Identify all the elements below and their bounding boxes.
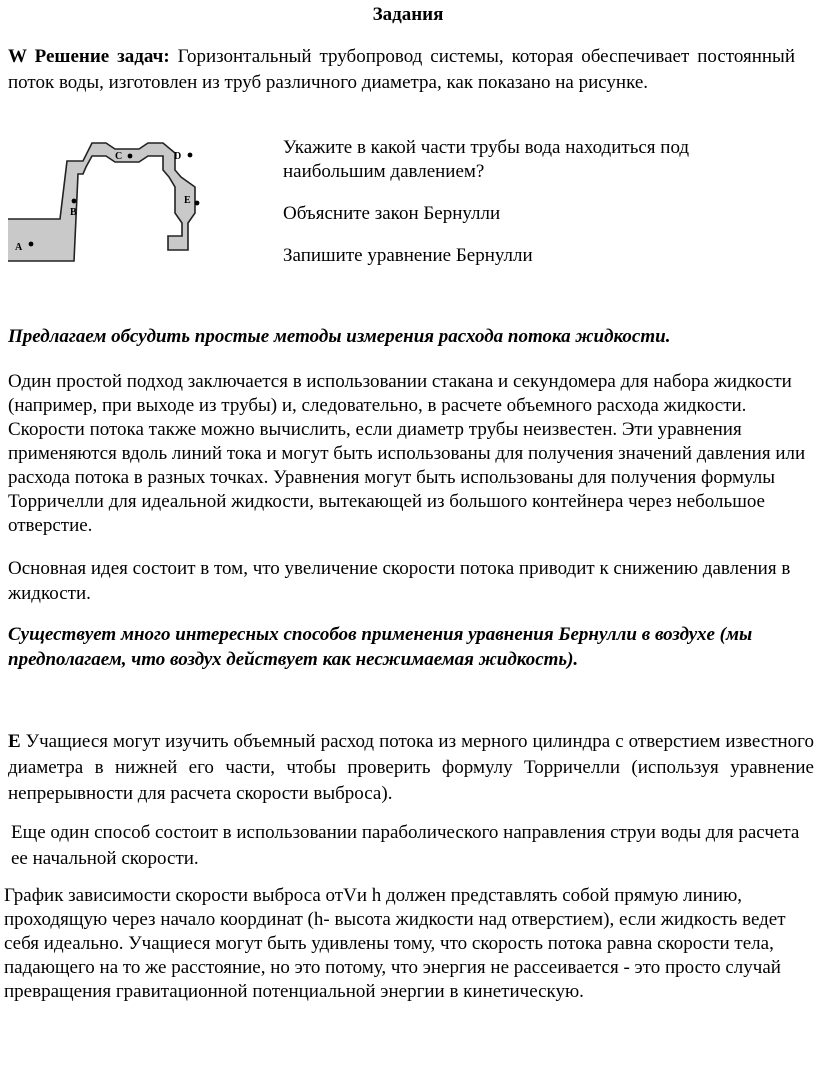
body-paragraph: [8, 729, 814, 807]
point-a-dot: [29, 242, 34, 247]
body-paragraph: График зависимости скорости выброса отVи h должен представлять собой прямую линию, проходящую через начало координат (h- высота жидкости над отверстием), если жидкость ведет себя идеально. Учащиеся могут быть удивлены тому, что скорость потока равна скорости тела, падающего на то же расстояние, но это потому, что энергия не рассеивается - это просто случай превращения гравитационной потенциальной энергии в кинетическую.: [4, 885, 786, 1002]
task-label: W Решение задач:: [8, 46, 170, 67]
paragraph-text: Учащиеся могут изучить объемный расход потока из мерного цилиндра с отверстием известного диаметра в нижней его части, чтобы проверить формулу Торричелли (используя уравнение непрерывности для расчета скорости выброса).: [8, 731, 814, 804]
pipe-shape: [8, 143, 195, 261]
point-b-label: B: [70, 207, 77, 218]
pipe-diagram: [8, 133, 230, 283]
section-heading: Предлагаем обсудить простые методы измерения расхода потока жидкости.: [8, 326, 671, 347]
point-a-label: A: [15, 242, 23, 253]
question-item: Запишите уравнение Бернулли: [283, 245, 533, 266]
question-item: Объясните закон Бернулли: [283, 203, 501, 224]
task-statement: [8, 44, 795, 96]
point-d-dot: [188, 153, 193, 158]
body-paragraph: Один простой подход заключается в использовании стакана и секундомера для набора жидкости (например, при выходе из трубы) и, следовательно, в расчете объемного расхода жидкости. Скорости потока также можно вычислить, если диаметр трубы неизвестен. Эти уравнения применяются вдоль линий тока и могут быть использованы для получения значений давления или расхода потока в разных точках. Уравнения могут быть использованы для получения формулы Торричелли для идеальной жидкости, вытекающей из большого контейнера через небольшое отверстие.: [8, 371, 806, 536]
point-d-label: D: [174, 151, 182, 162]
paragraph-label: E: [8, 731, 21, 752]
task-text: Горизонтальный трубопровод системы, которая обеспечивает постоянный поток воды, изготовлен из труб различного диаметра, как показано на рисунке.: [8, 46, 795, 93]
point-c-label: C: [115, 151, 123, 162]
point-c-dot: [128, 154, 133, 159]
question-item: Укажите в какой части трубы вода находиться под наибольшим давлением?: [283, 137, 690, 182]
body-paragraph: Еще один способ состоит в использовании параболического направления струи воды для расчета ее начальной скорости.: [11, 822, 800, 869]
page-title: Задания: [372, 4, 444, 25]
section-heading: Существует много интересных способов применения уравнения Бернулли в воздухе (мы предполагаем, что воздух действует как несжимаемая жидкость).: [8, 624, 753, 670]
body-paragraph: Основная идея состоит в том, что увеличение скорости потока приводит к снижению давления в жидкости.: [8, 558, 791, 604]
point-e-label: E: [184, 195, 191, 206]
point-e-dot: [195, 201, 200, 206]
point-b-dot: [72, 199, 77, 204]
